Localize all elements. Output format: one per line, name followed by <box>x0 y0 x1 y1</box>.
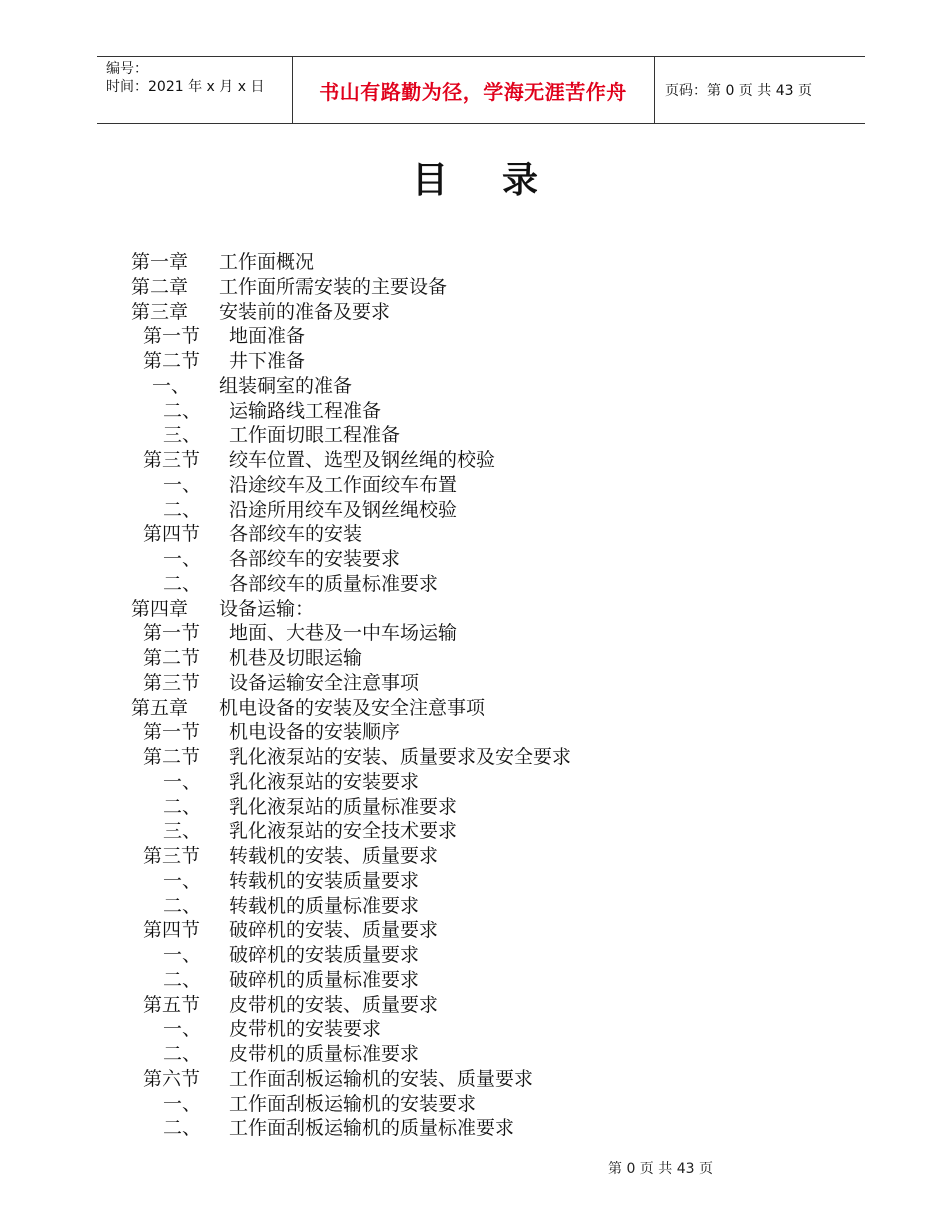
toc-entry-number: 一、 <box>163 944 202 966</box>
toc-entry-title: 地面准备 <box>229 325 306 348</box>
toc-entry-number: 二、 <box>163 795 202 818</box>
toc-entry-number: 二、 <box>163 894 202 917</box>
toc-entry-number: 第一节 <box>143 325 201 348</box>
toc-entry-number: 第一节 <box>143 721 201 744</box>
toc-entry-number: 第一章 <box>131 251 189 273</box>
toc-entry-title: 工作面概况 <box>219 251 315 273</box>
toc-entry-title: 皮带机的质量标准要求 <box>229 1043 420 1065</box>
toc-entry-title: 各部绞车的质量标准要求 <box>229 572 439 595</box>
header-page-info: 页码：第 0 页 共 43 页 <box>665 83 812 99</box>
toc-entry-title: 设备运输： <box>219 597 315 620</box>
toc-entry-number: 第三章 <box>131 300 189 323</box>
toc-entry-title: 破碎机的安装、质量要求 <box>229 919 439 942</box>
toc-entry-title: 转载机的质量标准要求 <box>229 894 420 917</box>
toc-entry-title: 井下准备 <box>229 350 306 372</box>
toc-entry-title: 破碎机的质量标准要求 <box>229 968 420 991</box>
toc-entry-title: 机电设备的安装顺序 <box>229 721 401 744</box>
toc-entry-title: 各部绞车的安装 <box>229 523 363 546</box>
toc-entry-number: 二、 <box>163 968 202 991</box>
toc-entry-title: 地面、大巷及一中车场运输 <box>229 622 458 645</box>
toc-entry-number: 第五节 <box>143 993 201 1016</box>
toc-entry-title: 沿途绞车及工作面绞车布置 <box>229 473 458 496</box>
toc-entry-number: 二、 <box>163 399 202 422</box>
toc-entry-number: 一、 <box>163 1018 202 1041</box>
toc-entry-title: 工作面所需安装的主要设备 <box>219 275 448 298</box>
toc-entry-title: 工作面刮板运输机的质量标准要求 <box>229 1117 515 1140</box>
toc-entry-number: 二、 <box>163 1117 202 1140</box>
toc-entry-number: 二、 <box>163 572 202 595</box>
toc-entry-number: 第四节 <box>143 919 201 942</box>
toc-entry-number: 第三节 <box>143 845 201 867</box>
toc-entry-title: 组装硐室的准备 <box>219 374 353 397</box>
toc-entry-number: 三、 <box>163 820 202 843</box>
toc-entry-title: 乳化液泵站的质量标准要求 <box>229 795 458 818</box>
toc-entry-number: 一、 <box>163 1092 202 1115</box>
header-page-cell <box>655 57 865 123</box>
toc-entry-title: 乳化液泵站的安装、质量要求及安全要求 <box>229 746 572 768</box>
header-info-cell <box>97 57 293 123</box>
toc-entry-number: 一、 <box>152 374 191 397</box>
toc-entry-number: 第二节 <box>143 746 201 768</box>
toc-entry-title: 乳化液泵站的安全技术要求 <box>229 820 458 843</box>
toc-entry-title: 皮带机的安装、质量要求 <box>229 993 439 1016</box>
toc-entry-number: 第六节 <box>143 1067 201 1090</box>
toc-entry-number: 第四节 <box>143 523 201 546</box>
toc-entry-number: 第三节 <box>143 449 201 471</box>
toc-entry-number: 第二节 <box>143 350 201 372</box>
toc-entry-number: 二、 <box>163 498 202 521</box>
toc-entry-title: 工作面刮板运输机的安装、质量要求 <box>229 1067 534 1090</box>
toc-entry-number: 三、 <box>163 424 202 447</box>
toc-entry-title: 安装前的准备及要求 <box>219 300 391 323</box>
toc-entry-title: 破碎机的安装质量要求 <box>229 944 420 966</box>
toc-entry-number: 第一节 <box>143 622 201 645</box>
toc-entry-number: 二、 <box>163 1043 202 1065</box>
document-time-label: 时间：2021 年 x 月 x 日 <box>106 79 265 95</box>
header-motto: 书山有路勤为径，学海无涯苦作舟 <box>319 79 627 104</box>
page-footer: 第 0 页 共 43 页 <box>608 1161 713 1177</box>
toc-entry-title: 转载机的安装质量要求 <box>229 869 420 892</box>
toc-entry-title: 机巷及切眼运输 <box>229 647 363 669</box>
toc-entry-title: 设备运输安全注意事项 <box>229 671 420 694</box>
toc-entry-title: 工作面刮板运输机的安装要求 <box>229 1092 477 1115</box>
toc-entry-number: 一、 <box>163 869 202 892</box>
toc-entry-number: 第三节 <box>143 671 201 694</box>
toc-entry-number: 第二节 <box>143 647 201 669</box>
toc-entry-title: 沿途所用绞车及钢丝绳校验 <box>229 498 458 521</box>
toc-entry-number: 第五章 <box>131 696 189 719</box>
toc-entry-number: 一、 <box>163 473 202 496</box>
toc-entry-title: 乳化液泵站的安装要求 <box>229 770 420 793</box>
toc-entry-title: 机电设备的安装及安全注意事项 <box>219 696 486 719</box>
toc-entry-title: 运输路线工程准备 <box>229 399 382 422</box>
toc-entry-number: 一、 <box>163 548 202 570</box>
toc-entry-title: 绞车位置、选型及钢丝绳的校验 <box>229 449 496 471</box>
toc-entry-number: 一、 <box>163 770 202 793</box>
document-number-label: 编号： <box>106 61 148 77</box>
toc-entry-title: 各部绞车的安装要求 <box>229 548 401 570</box>
header-motto-cell <box>292 57 655 123</box>
toc-entry-number: 第二章 <box>131 275 189 298</box>
toc-entry-title: 工作面切眼工程准备 <box>229 424 401 447</box>
page-title: 目录 <box>411 160 592 201</box>
document-header <box>97 56 865 124</box>
toc-entry-title: 皮带机的安装要求 <box>229 1018 382 1041</box>
toc-entry-title: 转载机的安装、质量要求 <box>229 845 439 867</box>
toc-entry-number: 第四章 <box>131 597 189 620</box>
